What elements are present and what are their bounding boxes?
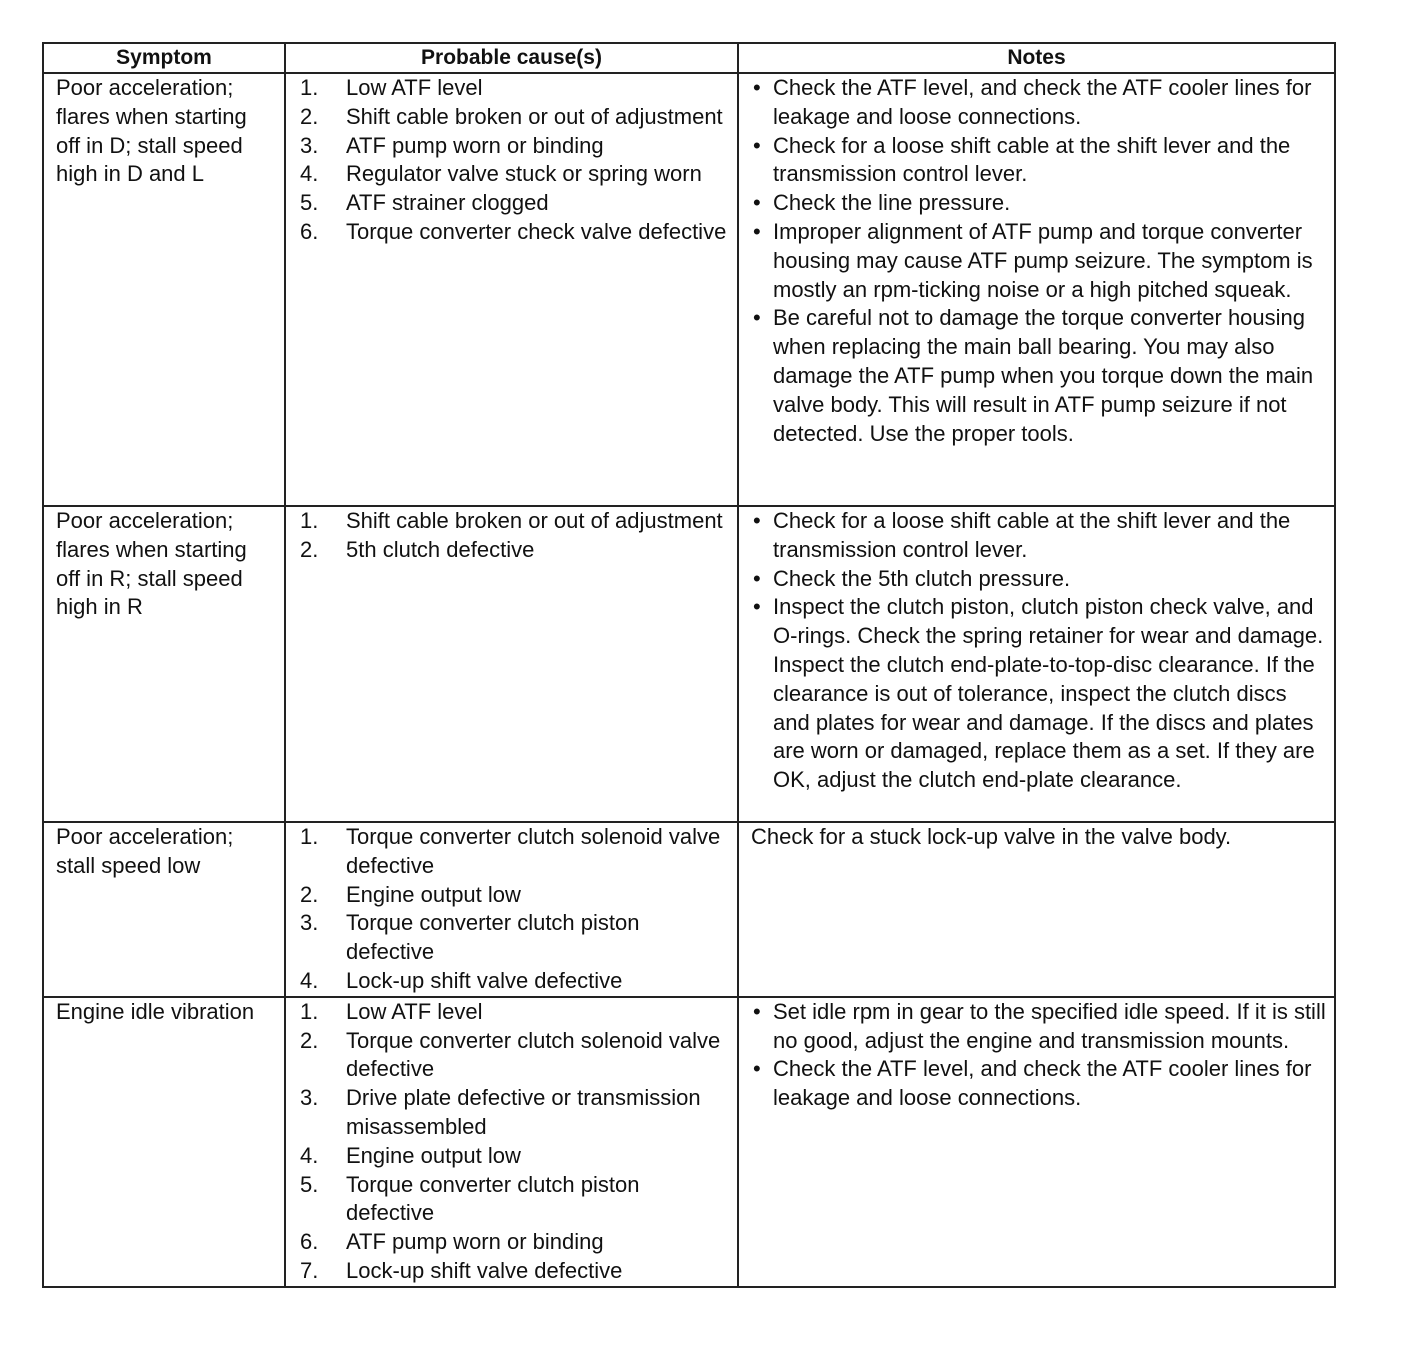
causes-list (286, 74, 737, 247)
bullet-icon: • (753, 190, 761, 216)
bullet-icon: • (753, 998, 761, 1024)
symptom-cell (43, 997, 285, 1287)
cause-item: 1. Torque converter clutch solenoid valve defective (300, 824, 721, 878)
cause-item: 4. Engine output low (300, 1142, 521, 1168)
cause-item: 2. 5th clutch defective (300, 536, 535, 562)
note-item: • Set idle rpm in gear to the specified idle speed. If it is still no good, adjust the engine and transmission mounts. (753, 998, 1326, 1053)
note-item: • Check the ATF level, and check the ATF cooler lines for leakage and loose connections. (753, 1056, 1312, 1111)
causes-list (286, 998, 737, 1286)
header-symptom: Symptom (43, 43, 285, 73)
troubleshooting-table (42, 42, 1336, 1288)
causes-list (286, 823, 737, 996)
symptom-text: Poor acceleration; flares when starting off in D; stall speed high in D and L (56, 75, 247, 187)
cause-item: 2. Engine output low (300, 881, 521, 907)
symptom-cell (43, 506, 285, 822)
symptom-text: Engine idle vibration (56, 998, 255, 1024)
note-text: Check for a stuck lock-up valve in the valve body. (751, 824, 1232, 849)
notes-cell (738, 73, 1335, 506)
cause-item: 4. Regulator valve stuck or spring worn (300, 161, 702, 187)
notes-list (739, 74, 1334, 448)
notes-list (739, 998, 1334, 1113)
symptom-text: Poor acceleration; flares when starting off in R; stall speed high in R (56, 508, 247, 620)
notes-cell (738, 997, 1335, 1287)
table-row (43, 73, 1335, 506)
symptom-cell (43, 73, 285, 506)
cause-item: 1. Low ATF level (300, 75, 483, 100)
symptom-text: Poor acceleration; stall speed low (56, 824, 234, 878)
cause-item: 5. Torque converter clutch piston defective (300, 1171, 640, 1226)
causes-cell (285, 822, 738, 997)
symptom-cell (43, 822, 285, 997)
cause-item: 2. Shift cable broken or out of adjustment (300, 103, 723, 129)
table-row (43, 822, 1335, 997)
table-row (43, 997, 1335, 1287)
bullet-icon: • (753, 305, 761, 331)
cause-item: 5. ATF strainer clogged (300, 190, 549, 216)
bullet-icon: • (753, 75, 761, 100)
header-notes: Notes (738, 43, 1335, 73)
note-item: • Inspect the clutch piston, clutch piston check valve, and O-rings. Check the spring retainer for wear and damage. Inspect the clutch end-plate-to-top-disc clearance. If the clearance is out of tolerance, inspect the clutch discs and plates for wear and damage. If the discs and plates are worn or damaged, replace them as a set. If they are OK, adjust the clutch end-plate clearance. (753, 594, 1324, 793)
cause-item: 4. Lock-up shift valve defective (300, 967, 623, 993)
cause-item: 1. Shift cable broken or out of adjustment (300, 508, 723, 533)
cause-item: 6. ATF pump worn or binding (300, 1229, 604, 1255)
note-item: • Check the ATF level, and check the ATF cooler lines for leakage and loose connections. (753, 75, 1312, 129)
note-item: • Check the line pressure. (753, 189, 1328, 218)
notes-list (739, 507, 1334, 795)
note-item: • Check for a loose shift cable at the shift lever and the transmission control lever. (753, 132, 1291, 187)
bullet-icon: • (753, 1056, 761, 1082)
cause-item: 6. Torque converter check valve defective (300, 218, 727, 244)
cause-item: 3. Torque converter clutch piston defective (300, 910, 640, 965)
bullet-icon: • (753, 218, 761, 244)
causes-cell (285, 73, 738, 506)
note-item: • Check the 5th clutch pressure. (753, 565, 1328, 594)
notes-cell (738, 506, 1335, 822)
table-row (43, 506, 1335, 822)
notes-cell (738, 822, 1335, 997)
bullet-icon: • (753, 594, 761, 620)
note-item: • Be careful not to damage the torque converter housing when replacing the main ball bearing. You may also damage the ATF pump when you torque down the main valve body. This will result in ATF pump seizure if not detected. Use the proper tools. (753, 305, 1314, 446)
cause-item: 7. Lock-up shift valve defective (300, 1257, 623, 1283)
causes-cell (285, 997, 738, 1287)
causes-cell (285, 506, 738, 822)
bullet-icon: • (753, 565, 761, 591)
header-row (43, 43, 1335, 73)
cause-item: 2. Torque converter clutch solenoid valve defective (300, 1027, 721, 1082)
note-item: • Improper alignment of ATF pump and torque converter housing may cause ATF pump seizure. The symptom is mostly an rpm-ticking noise or a high pitched squeak. (753, 218, 1313, 302)
cause-item: 1. Low ATF level (300, 998, 483, 1024)
cause-item: 3. Drive plate defective or transmission misassembled (300, 1085, 701, 1139)
cause-item: 3. ATF pump worn or binding (300, 132, 604, 158)
causes-list (286, 507, 737, 565)
bullet-icon: • (753, 508, 761, 533)
header-probable-causes: Probable cause(s) (285, 43, 738, 73)
note-item: • Check for a loose shift cable at the shift lever and the transmission control lever. (753, 508, 1291, 562)
bullet-icon: • (753, 132, 761, 158)
